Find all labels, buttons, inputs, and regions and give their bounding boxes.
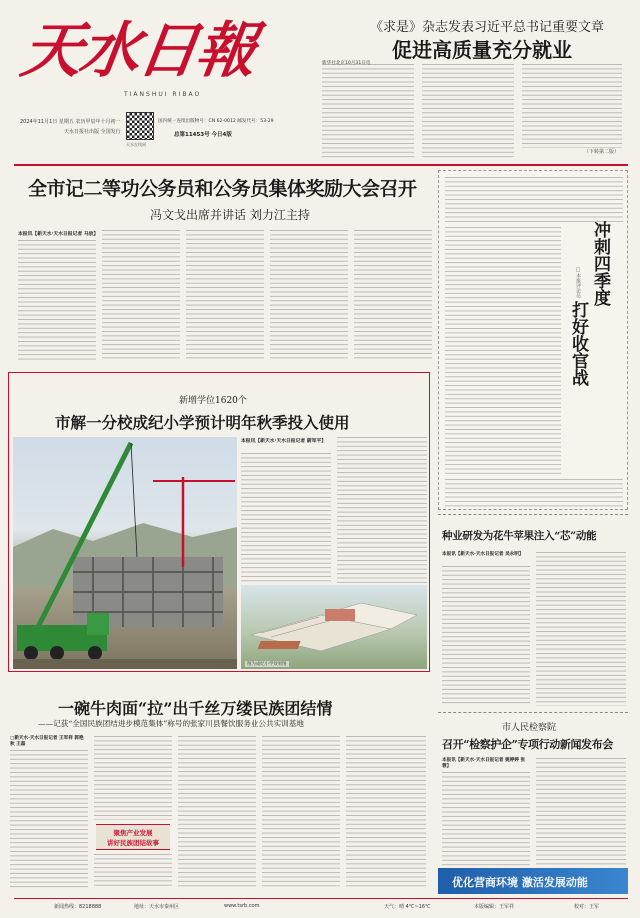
noodle-col6 [346,736,426,888]
procuratorate-divider [438,712,628,713]
commentary-body-2 [445,227,561,477]
apple-col1 [442,566,530,706]
footer-hotline: 新闻热线：8218888 [54,904,102,910]
business-banner [438,868,628,894]
school-byline: 本报讯【新天水·天水日报记者 蔚军平】 [241,439,327,444]
school-headline: 市解一分校成纪小学预计明年秋季投入使用 [55,413,350,432]
qr-code [126,112,154,140]
issue-line: 总第11453号 今日4版 [174,132,232,138]
procuratorate-story [438,712,628,896]
masthead [14,12,314,162]
top-news-more: （下转第二版） [584,149,620,155]
noodle-col3 [94,854,172,888]
crane-illustration [13,437,237,669]
school-photo [13,437,237,669]
procuratorate-byline: 本报讯【新天水·天水日报记者 姚婷婷 张蓉】 [442,758,526,770]
top-news-kicker: 《求是》杂志发表习近平总书记重要文章 [370,20,605,35]
apple-headline: 种业研发为花牛苹果注入“芯”动能 [442,530,597,542]
procuratorate-headline: 召开“检察护企”专项行动新闻发布会 [442,738,613,751]
school-story [8,372,430,672]
lead-headline: 全市记二等功公务员和公务员集体奖励大会召开 [28,178,417,200]
cn-line: 国内统一连续出版物号：CN 62-0012 邮发代号：53-29 [158,119,274,124]
lead-col2 [102,230,180,360]
lead-col3 [186,230,264,360]
school-col2 [337,437,427,583]
footer-address: 地址：天水市秦州区 [134,904,180,910]
footer [14,898,628,914]
commentary-title-2: 打好收官战 [568,301,588,386]
procuratorate-kicker: 市人民检察院 [502,723,557,733]
footer-website: www.tsrb.com [224,903,260,909]
procuratorate-col2 [536,758,626,866]
commentary-box [438,170,628,510]
lead-story [14,168,434,368]
apple-col2 [536,552,626,706]
apple-divider [438,514,628,515]
top-news-headline: 促进高质量充分就业 [392,38,572,62]
top-news-body-col3 [522,64,622,148]
top-news-body-col2 [422,64,514,160]
footer-editor: 本版编辑：王军祥 [474,904,515,910]
procuratorate-col1 [442,772,530,866]
commentary-body-1 [445,177,623,225]
lead-col1 [18,240,96,360]
noodle-subhead: ——记获“全国民族团结进步模范集体”称号的张家川县餐饮服务业公共实训基地 [38,719,304,728]
logo-pinyin: TIANSHUI RIBAO [124,91,202,98]
commentary-author: □本报评论员 [575,267,581,298]
school-building-illustration [241,585,427,669]
commentary-title-1: 冲刺四季度 [590,221,610,306]
apple-byline: 本报讯【新天水·天水日报记者 吴永明】 [442,552,524,557]
noodle-byline: □新天水·天水日报记者 王军祥 郭艳秋 王磊 [10,736,84,748]
top-news [318,14,628,164]
apple-story [438,514,628,710]
business-banner-text: 优化营商环境 激活发展动能 [452,876,588,889]
commentary-body-3 [445,479,623,507]
masthead-divider [14,164,628,166]
footer-proof: 校对：王军 [574,904,600,910]
noodle-col5 [262,736,340,888]
noodle-col2 [94,736,172,820]
school-col1 [241,453,331,583]
noodle-story [8,676,430,894]
top-news-body-col1 [322,64,414,160]
lead-subhead: 冯文戈出席并讲话 刘力江主持 [150,208,310,222]
school-photo-caption: 图为成纪小学效果图 [247,662,287,667]
noodle-col1 [10,750,88,888]
top-news-source: 新华社北京10月31日电 [322,61,371,66]
website-label: 天水在线网 [126,142,146,147]
noodle-col4 [178,736,256,888]
lead-col4 [270,230,348,360]
noodle-side-box-text: 聚焦产业发展 讲好民族团结故事 [107,829,159,847]
publisher-line: 天水日报社出版 全国发行 [64,129,121,135]
newspaper-logo: 天水日報 [17,16,259,86]
date-line: 2024年11月1日 星期五 农历甲辰年十月初一 [20,119,121,125]
noodle-headline: 一碗牛肉面“拉”出千丝万缕民族团结情 [58,699,333,718]
footer-weather: 天气：晴 4℃~16℃ [384,904,431,910]
school-kicker: 新增学位1620个 [179,396,247,406]
noodle-side-box [96,824,170,850]
school-rendering [241,585,427,669]
lead-byline: 本报讯【新天水·天水日报记者 马放】 [18,232,99,237]
lead-col5 [354,230,432,360]
